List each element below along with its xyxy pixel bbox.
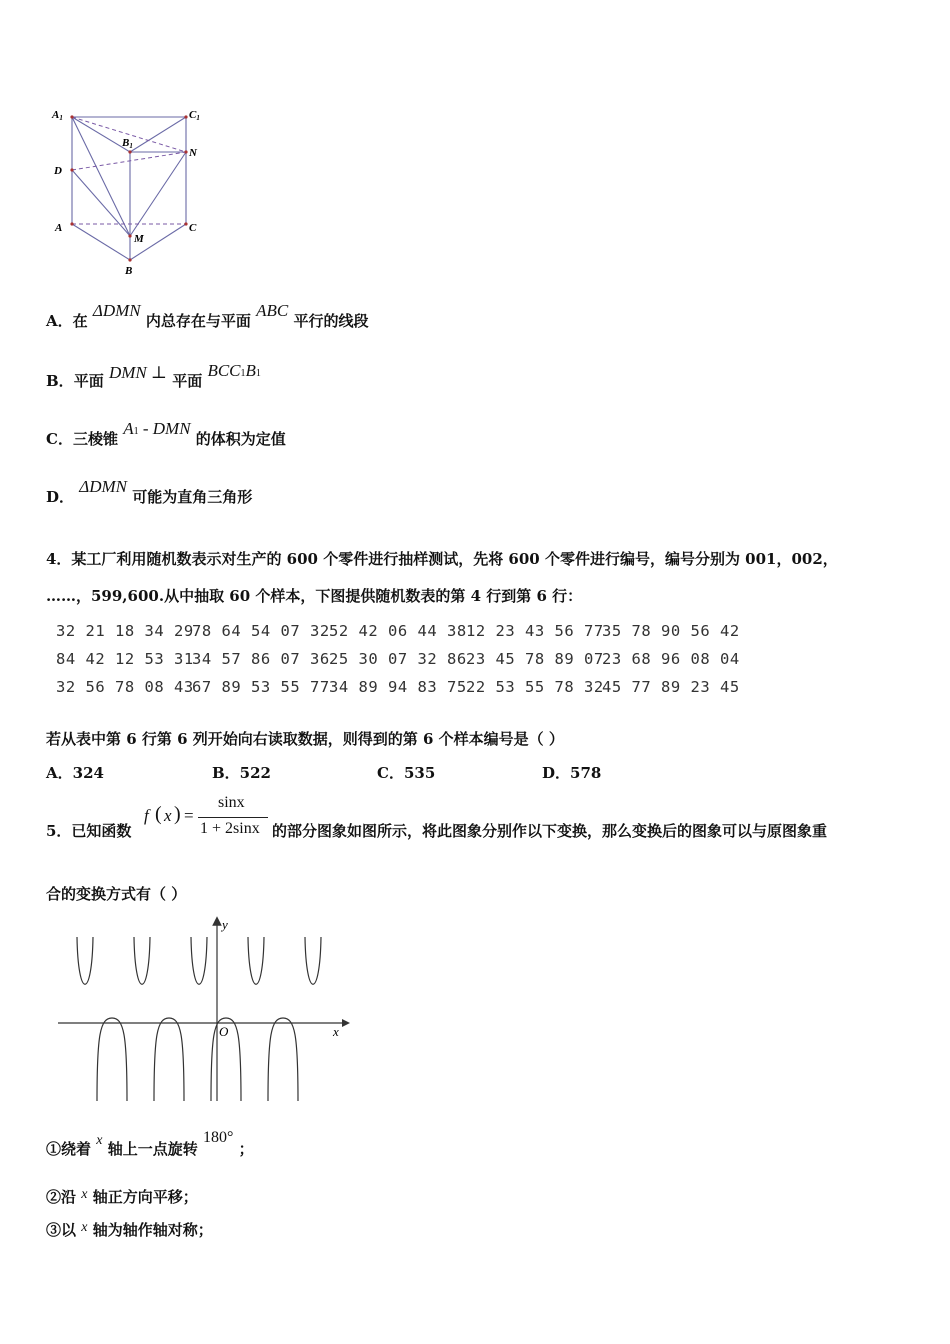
upper-branch-4 (248, 937, 264, 984)
q5-function-formula: f ( x ) = sinx 1 + 2sinx (144, 794, 270, 844)
y-axis-label: y (222, 917, 228, 932)
option-c: C．三棱锥 A1 - DMN 的体积为定值 (46, 419, 286, 448)
random-table-r2-c1: 84 42 12 53 31 (56, 650, 194, 668)
random-table-r1-c2: 78 64 54 07 32 (192, 622, 330, 640)
option-a: A．在 ΔDMN 内总存在与平面 ABC 平行的线段 (46, 301, 369, 330)
q5-item-3: ③以 x 轴为轴作轴对称； (46, 1220, 213, 1239)
edge-a-b (72, 224, 130, 260)
label-a1: A1 (52, 109, 63, 122)
q4-stem-line1: 4．某工厂利用随机数表示对生产的 600 个零件进行抽样测试，先将 600 个零件进行编号，编号分别为 001，002， (46, 550, 838, 568)
dash-d-n (72, 152, 186, 170)
lower-branch-4 (268, 1018, 298, 1101)
option-b: B．平面 DMN ⊥ 平面 BCC1B1 (46, 361, 261, 390)
q4-stem-line2: ……，599,600.从中抽取 60 个样本，下图提供随机数表的第 4 行到第 6 行： (46, 587, 583, 605)
label-c1: C1 (189, 109, 200, 122)
label-a: A (55, 222, 63, 234)
random-table-r1-c1: 32 21 18 34 29 (56, 622, 194, 640)
upper-branch-3 (191, 937, 207, 984)
function-graph (50, 915, 350, 1105)
q4-option-b: B．522 (212, 764, 271, 782)
label-m: M (134, 233, 144, 245)
random-table-r2-c2: 34 57 86 07 36 (192, 650, 330, 668)
random-table-r1-c4: 12 23 43 56 77 (466, 622, 604, 640)
origin-label: O (219, 1024, 229, 1039)
random-table-r3-c5: 45 77 89 23 45 (602, 678, 740, 696)
random-table-r2-c3: 25 30 07 32 86 (329, 650, 467, 668)
q4-question: 若从表中第 6 行第 6 列开始向右读取数据，则得到的第 6 个样本编号是（ ） (46, 730, 564, 748)
upper-branch-1 (77, 937, 93, 984)
label-b: B (125, 265, 133, 277)
random-table-r3-c2: 67 89 53 55 77 (192, 678, 330, 696)
q5-item-1: ①绕着 x 轴上一点旋转 180° ； (46, 1129, 254, 1158)
lower-branch-2 (154, 1018, 184, 1101)
random-table-r1-c5: 35 78 90 56 42 (602, 622, 740, 640)
option-d: D． ΔDMN 可能为直角三角形 (46, 477, 253, 506)
upper-branch-2 (134, 937, 150, 984)
upper-branch-5 (305, 937, 321, 984)
seg-d-m (72, 170, 130, 236)
label-c: C (189, 222, 197, 234)
q4-option-a: A．324 (46, 764, 104, 782)
label-n: N (189, 147, 197, 159)
random-table-r1-c3: 52 42 06 44 38 (329, 622, 467, 640)
x-axis-arrow (342, 1019, 350, 1027)
random-table-r3-c1: 32 56 78 08 43 (56, 678, 194, 696)
prism-figure (40, 100, 220, 285)
q5-stem-line1-rest: 的部分图象如图所示，将此图象分别作以下变换，那么变换后的图象可以与原图象重 (272, 822, 828, 840)
q5-stem-line1: 5．已知函数 (46, 822, 132, 840)
q5-item-2: ②沿 x 轴正方向平移； (46, 1187, 198, 1206)
q5-stem-line2: 合的变换方式有（ ） (46, 885, 187, 903)
random-table-r2-c4: 23 45 78 89 07 (466, 650, 604, 668)
random-table-r3-c4: 22 53 55 78 32 (466, 678, 604, 696)
lower-branch-1 (97, 1018, 127, 1101)
label-b1: B1 (122, 137, 133, 150)
label-d: D (54, 165, 62, 177)
seg-n-m (130, 152, 186, 236)
edge-c1-b1 (130, 117, 186, 152)
q4-option-d: D．578 (542, 764, 602, 782)
random-table-r3-c3: 34 89 94 83 75 (329, 678, 467, 696)
random-table-r2-c5: 23 68 96 08 04 (602, 650, 740, 668)
x-axis-label: x (333, 1024, 339, 1039)
q4-option-c: C．535 (377, 764, 436, 782)
